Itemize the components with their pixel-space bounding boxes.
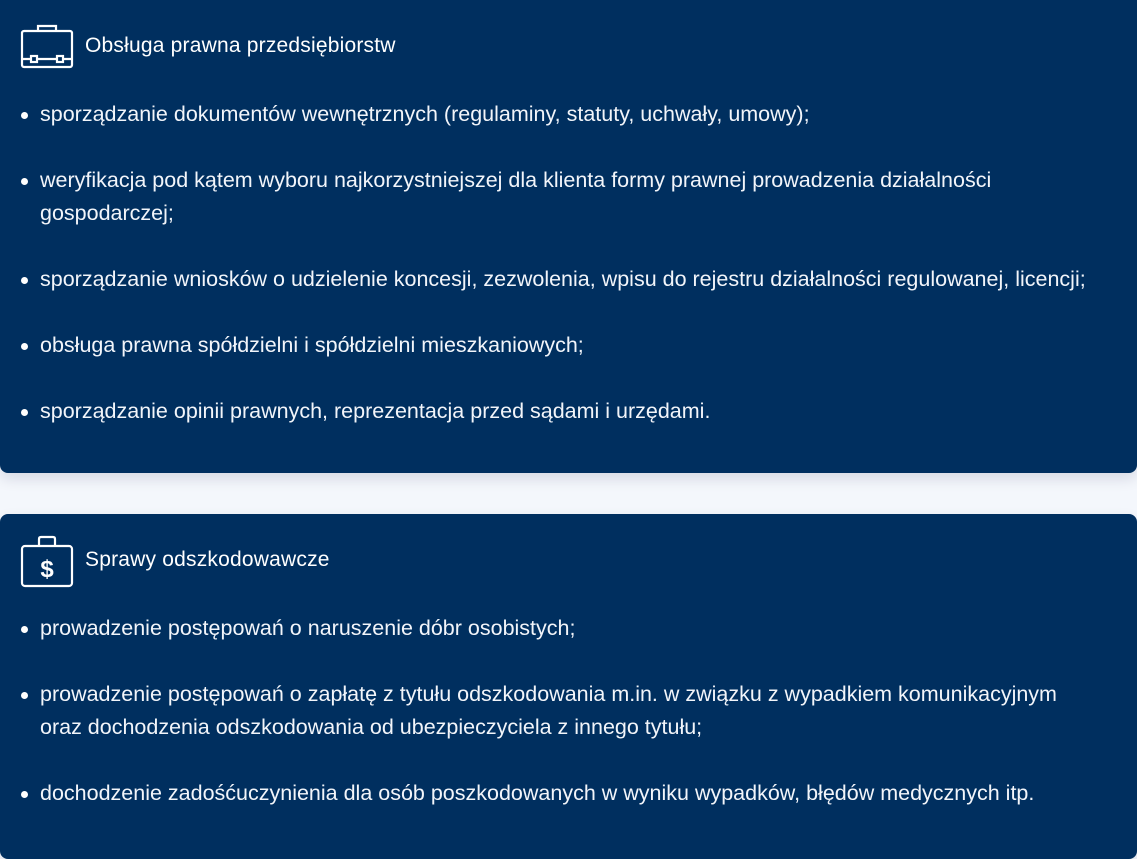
card-header [20, 23, 74, 71]
money-bag-dollar-icon [20, 534, 74, 588]
list-item: dochodzenie zadośćuczynienia dla osób poszkodowanych w wyniku wypadków, błędów medycznych itp. [0, 777, 1090, 810]
list-item: weryfikacja pod kątem wyboru najkorzystniejszej dla klienta formy prawnej prowadzenia działalności gospodarczej; [0, 164, 1090, 230]
list-item: sporządzanie opinii prawnych, reprezentacja przed sądami i urzędami. [0, 395, 1090, 428]
service-list [0, 612, 1090, 843]
svg-text:$: $ [40, 556, 54, 583]
service-card-compensation [0, 514, 1137, 859]
list-item: prowadzenie postępowań o zapłatę z tytułu odszkodowania m.in. w związku z wypadkiem komunikacyjnym oraz dochodzenia odszkodowania od ubezpieczyciela z innego tytułu; [0, 678, 1090, 744]
list-item: sporządzanie dokumentów wewnętrznych (regulaminy, statuty, uchwały, umowy); [0, 98, 1090, 131]
service-list [0, 98, 1090, 461]
list-item: sporządzanie wniosków o udzielenie koncesji, zezwolenia, wpisu do rejestru działalności regulowanej, licencji; [0, 263, 1090, 296]
list-item: obsługa prawna spółdzielni i spółdzielni mieszkaniowych; [0, 329, 1090, 362]
card-header [20, 534, 74, 588]
briefcase-icon [20, 23, 74, 71]
card-title: Obsługa prawna przedsiębiorstw [85, 34, 396, 57]
list-item: prowadzenie postępowań o naruszenie dóbr osobistych; [0, 612, 1090, 645]
card-title: Sprawy odszkodowawcze [85, 548, 330, 571]
